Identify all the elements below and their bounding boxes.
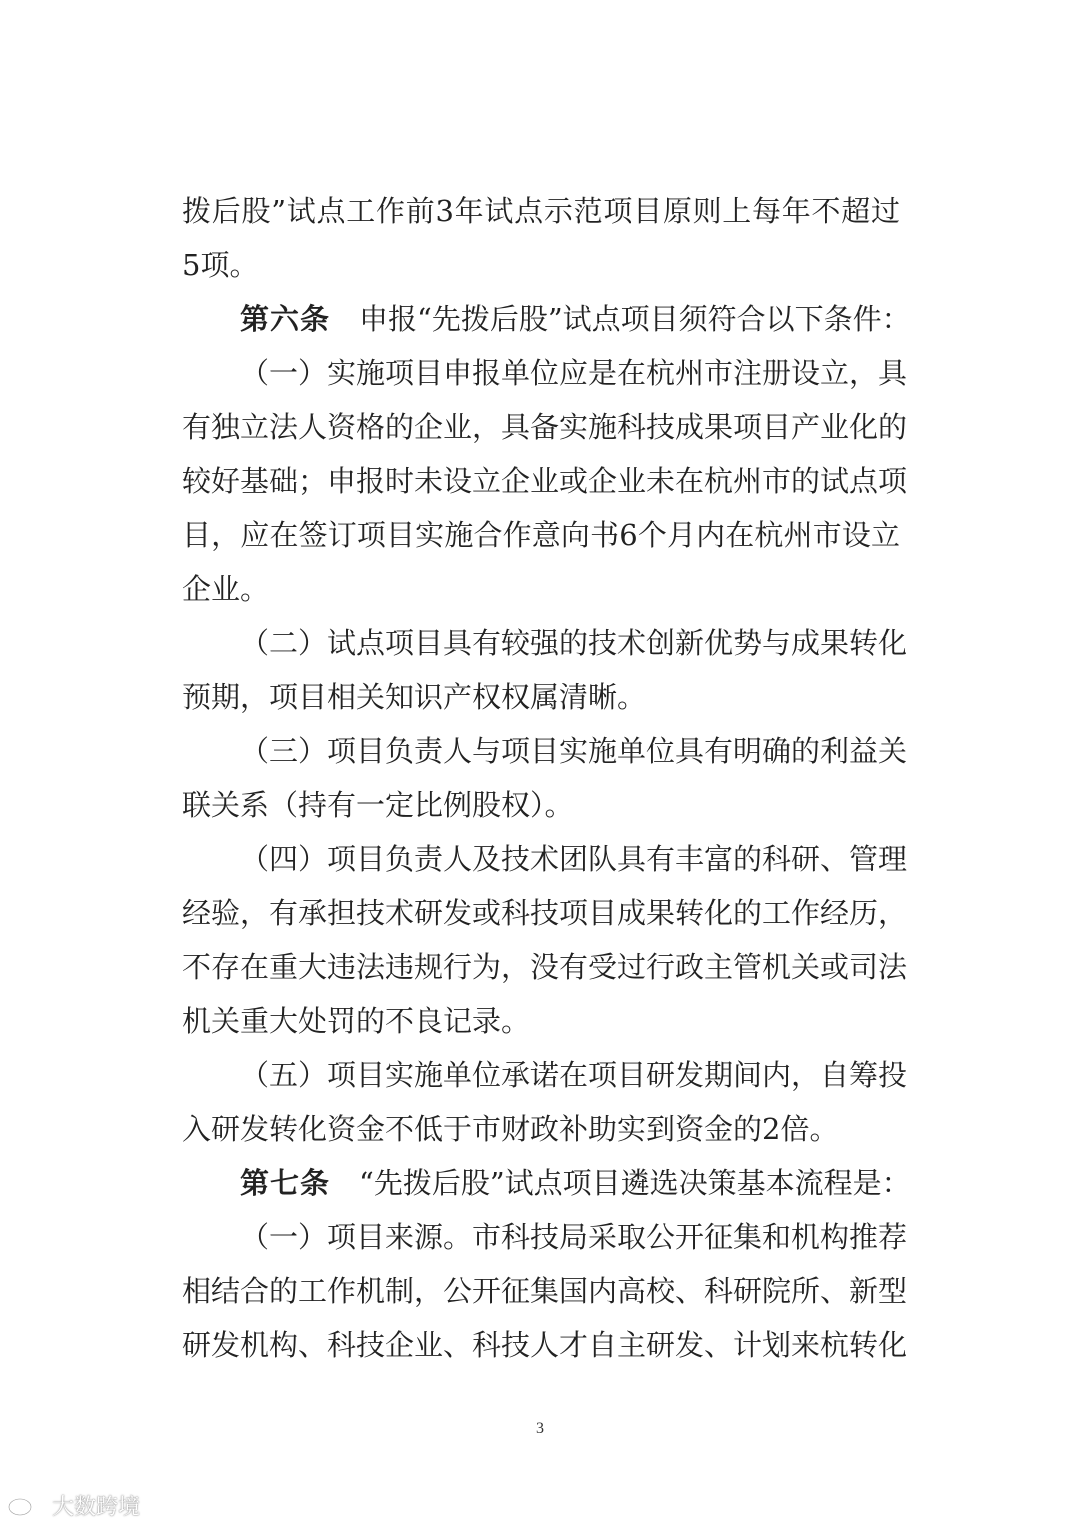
watermark <box>6 1490 140 1520</box>
text-line: （一）实施项目申报单位应是在杭州市注册设立，具 <box>240 356 908 390</box>
text-line: 预期，项目相关知识产权权属清晰。 <box>182 680 647 714</box>
text-line: 相结合的工作机制，公开征集国内高校、科研院所、新型 <box>182 1274 908 1308</box>
text-line: （一）项目来源。市科技局采取公开征集和机构推荐 <box>240 1220 908 1254</box>
text-line: 较好基础；申报时未设立企业或企业未在杭州市的试点项 <box>182 464 908 498</box>
text-line: 研发机构、科技企业、科技人才自主研发、计划来杭转化 <box>182 1328 908 1362</box>
text-line: 企业。 <box>182 572 270 606</box>
text-line: 入研发转化资金不低于市财政补助实到资金的2倍。 <box>182 1112 839 1146</box>
text-line: 机关重大处罚的不良记录。 <box>182 1004 531 1038</box>
text-line: 目，应在签订项目实施合作意向书6个月内在杭州市设立 <box>182 518 900 552</box>
page-number: 3 <box>536 1420 544 1437</box>
text-line: 经验，有承担技术研发或科技项目成果转化的工作经历， <box>182 896 908 930</box>
text-line: （四）项目负责人及技术团队具有丰富的科研、管理 <box>240 842 908 876</box>
article-text: 申报“先拨后股”试点项目须符合以下条件： <box>359 302 911 336</box>
article-label: 第六条 <box>240 302 331 336</box>
text-line: 有独立法人资格的企业，具备实施科技成果项目产业化的 <box>182 410 908 444</box>
text-line: （三）项目负责人与项目实施单位具有明确的利益关 <box>240 734 908 768</box>
watermark-text: 大数跨境 <box>52 1494 141 1520</box>
text-line <box>182 1156 911 1210</box>
text-line: 拨后股”试点工作前3年试点示范项目原则上每年不超过 <box>182 194 900 228</box>
weibo-logo-icon <box>6 1493 46 1517</box>
text-line: （五）项目实施单位承诺在项目研发期间内，自筹投 <box>240 1058 908 1092</box>
text-line <box>182 292 911 346</box>
body-text <box>182 184 911 1372</box>
text-line: 不存在重大违法违规行为，没有受过行政主管机关或司法 <box>182 950 908 984</box>
article-label: 第七条 <box>240 1166 331 1200</box>
text-line: （二）试点项目具有较强的技术创新优势与成果转化 <box>240 626 908 660</box>
text-line: 5项。 <box>182 248 259 282</box>
text-line: 联关系（持有一定比例股权）。 <box>182 788 574 822</box>
article-text: “先拨后股”试点项目遴选决策基本流程是： <box>359 1166 911 1200</box>
